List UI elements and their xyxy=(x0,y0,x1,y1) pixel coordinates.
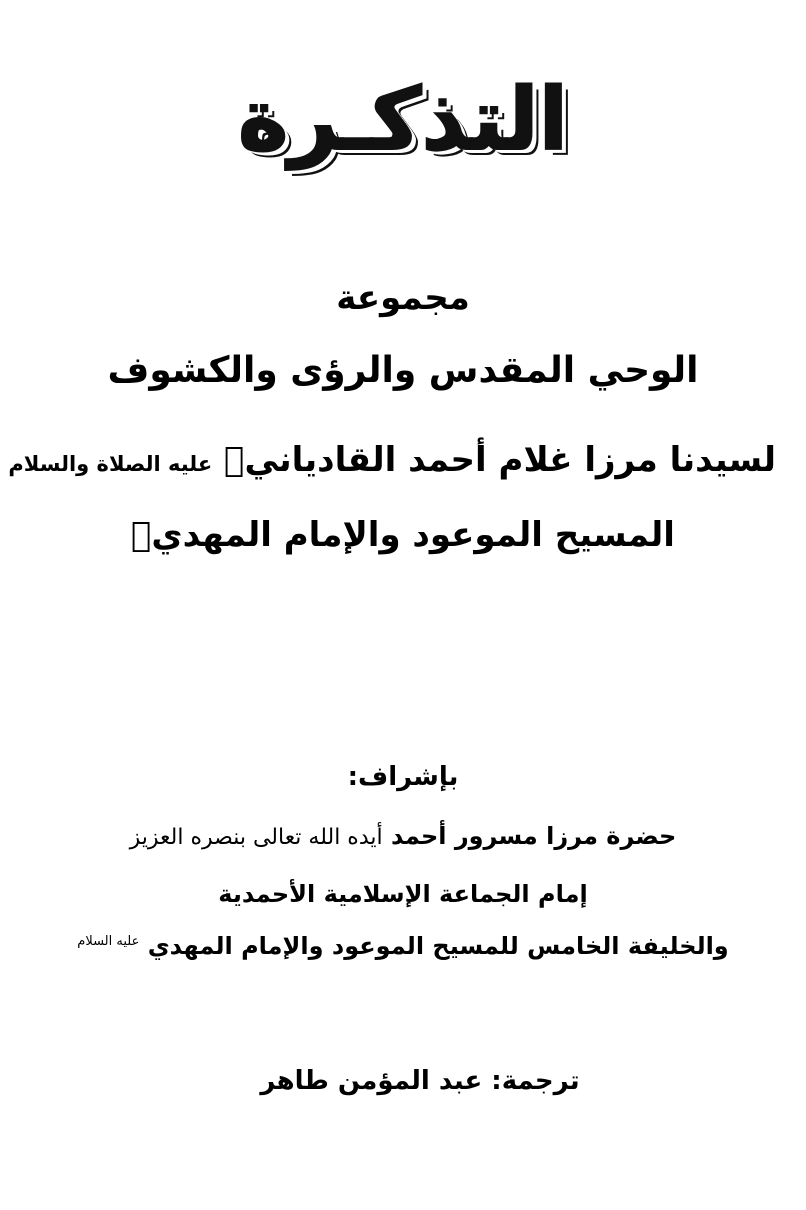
prophet-title-line xyxy=(0,515,806,555)
caliph-name-line xyxy=(0,822,806,850)
prophet-title: المسيح الموعود والإمام المهدي xyxy=(131,515,675,555)
prophet-name: لسيدنا مرزا غلام أحمد القادياني xyxy=(224,440,776,480)
khalifa-honorific: عليه السلام xyxy=(77,934,140,949)
supervision-label: بإشراف: xyxy=(347,762,459,792)
book-title: التذكـرة xyxy=(237,70,569,170)
prophet-salutation: عليه الصلاة والسلام xyxy=(8,452,213,476)
collection-heading: مجموعة xyxy=(336,278,470,318)
caliph-name: حضرة مرزا مسرور أحمد xyxy=(390,822,677,850)
khalifa-line xyxy=(0,932,806,960)
khalifa-text: والخليفة الخامس للمسيح الموعود والإمام المهدي xyxy=(147,932,729,960)
translator-credit: ترجمة: عبد المؤمن طاهر xyxy=(260,1066,580,1096)
imam-line: إمام الجماعة الإسلامية الأحمدية xyxy=(218,880,588,908)
caliph-prayer: أيده الله تعالى بنصره العزيز xyxy=(129,825,383,850)
revelation-line: الوحي المقدس والرؤى والكشوف xyxy=(107,350,699,391)
prophet-name-line xyxy=(8,440,776,480)
